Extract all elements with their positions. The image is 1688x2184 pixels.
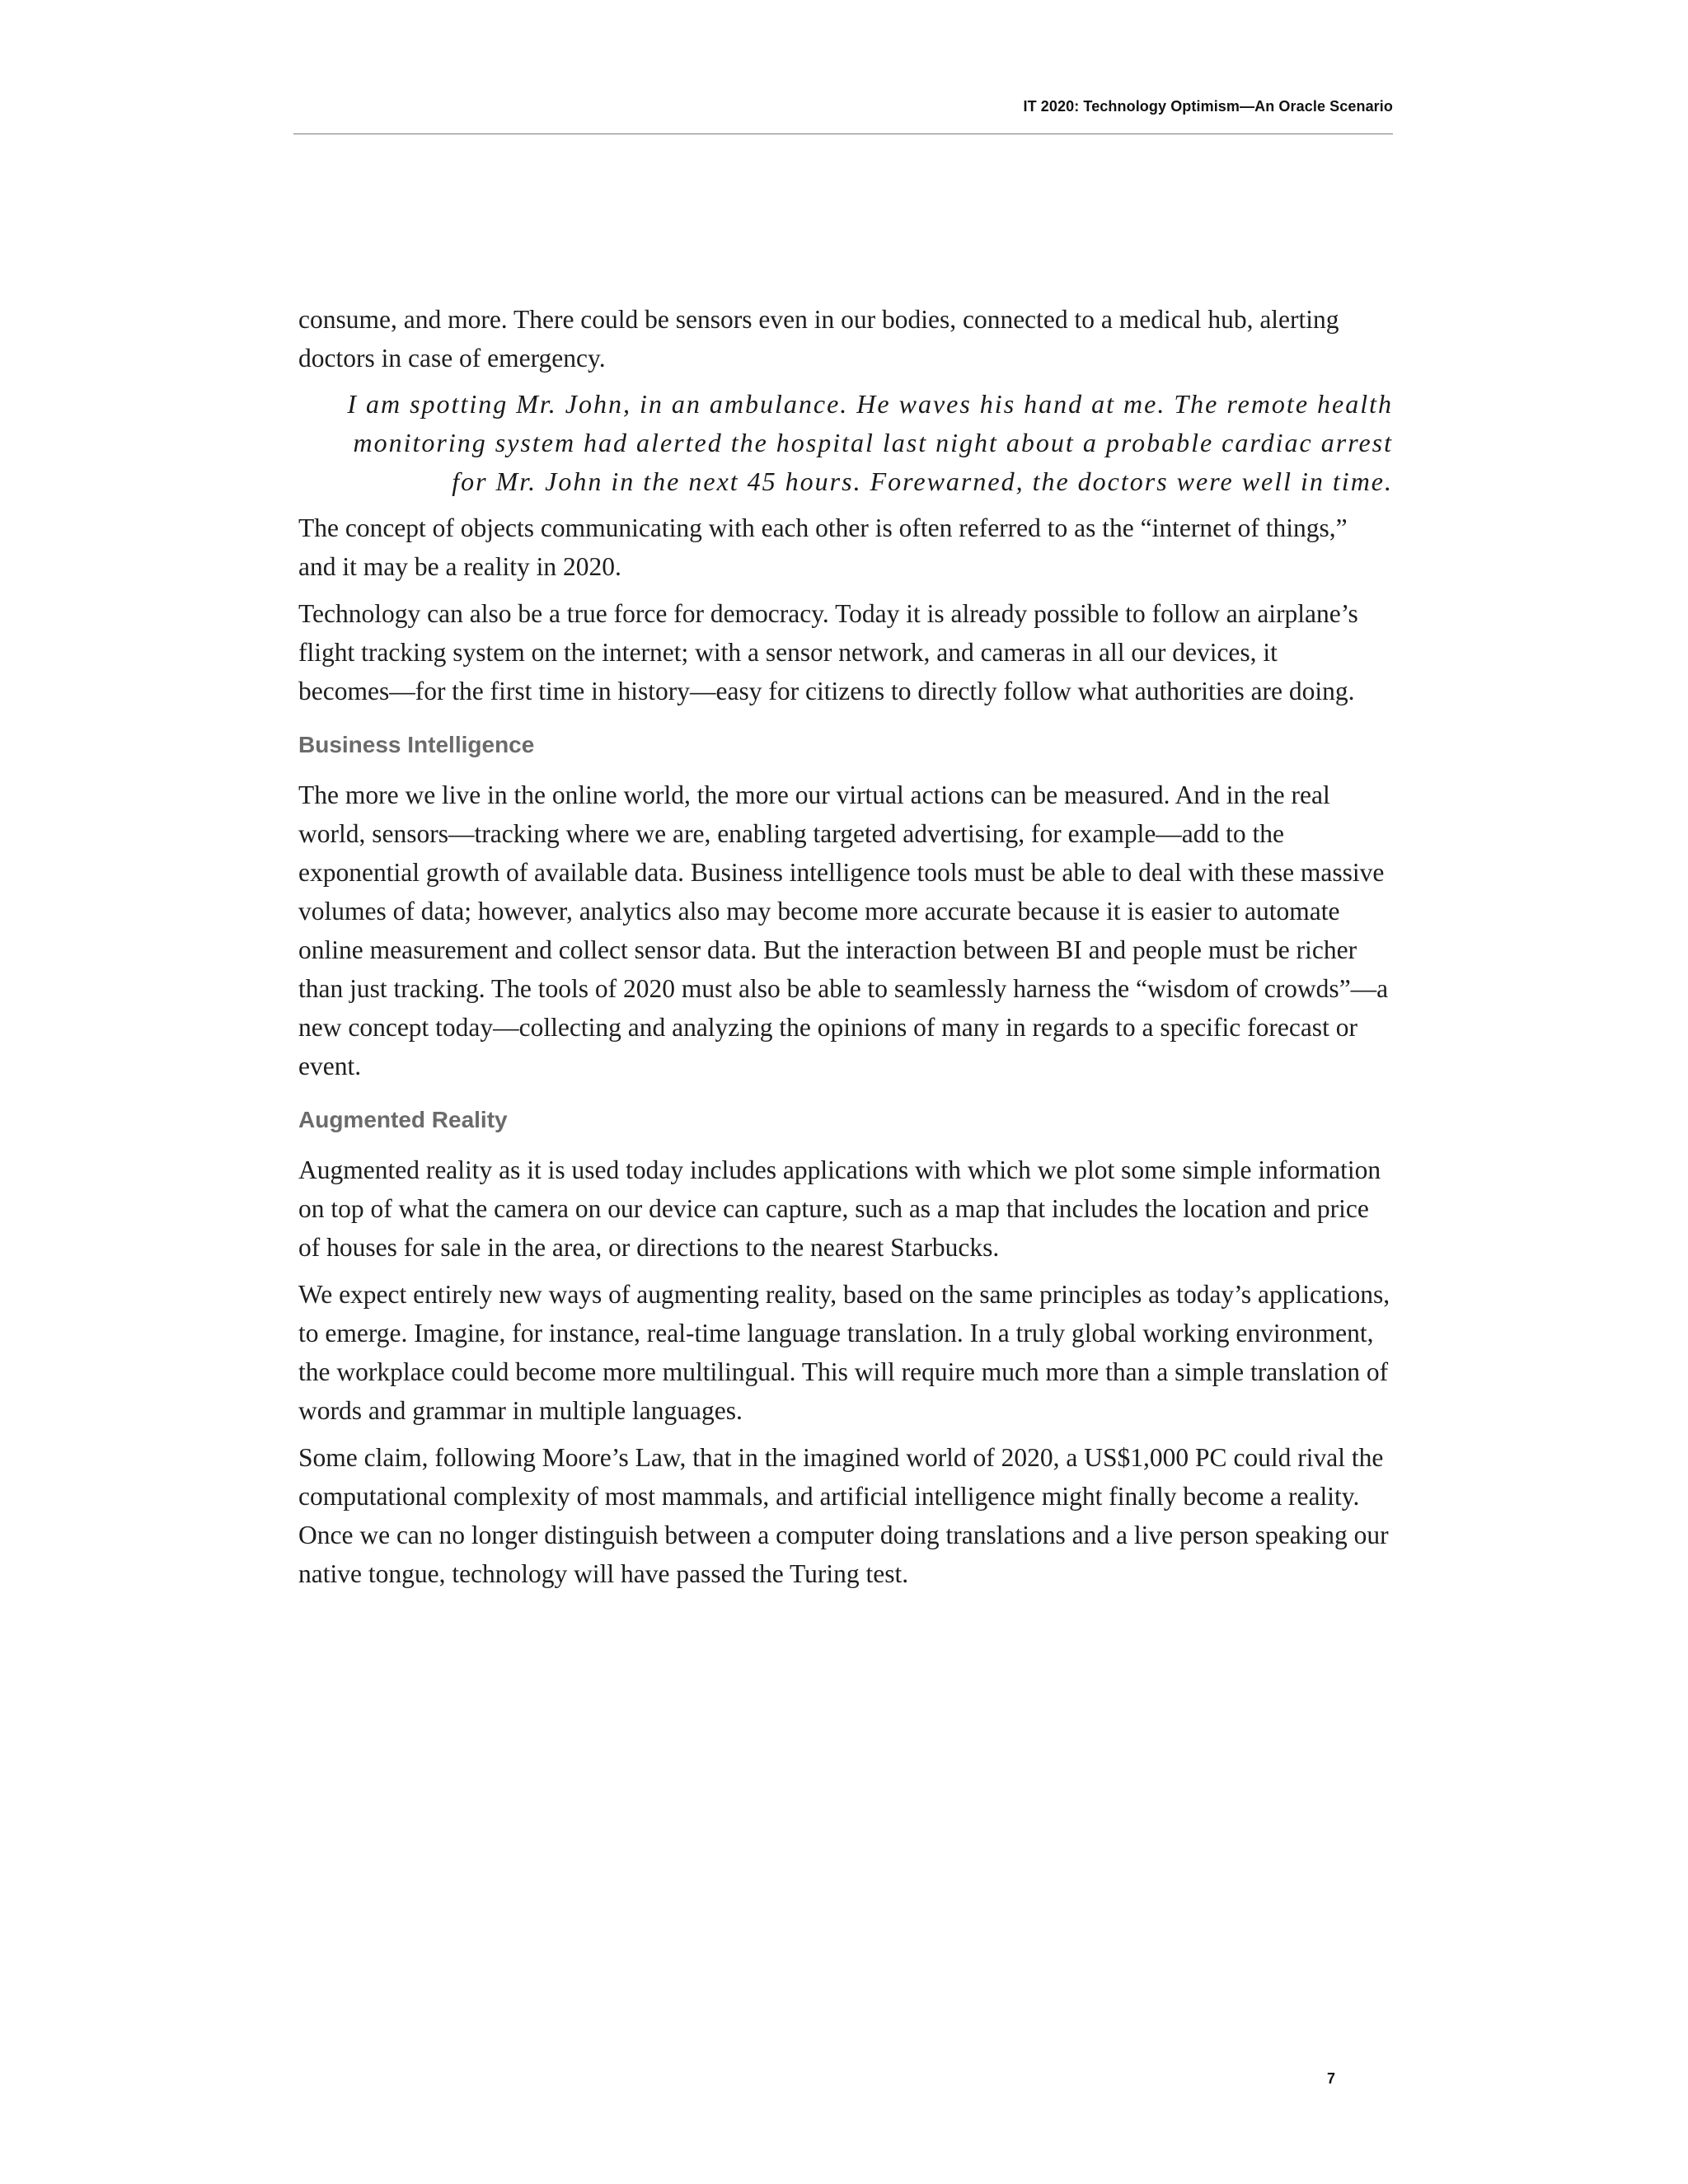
running-header-title: IT 2020: Technology Optimism—An Oracle Scenario <box>1023 98 1393 115</box>
paragraph-business-intelligence: The more we live in the online world, the more our virtual actions can be measured. And in the real world, sensors—tracking where we are, enabling targeted advertising, for example—add to the exponential growth of available data. Business intelligence tools must be able to deal with these massive volumes of data; however, analytics also may become more accurate because it is easier to automate online measurement and collect sensor data. But the interaction between BI and people must be richer than just tracking. The tools of 2020 must also be able to seamlessly harness the “wisdom of crowds”—a new concept today—collecting and analyzing the opinions of many in regards to a specific forecast or event. <box>298 780 1389 1080</box>
paragraph-augmented-reality-today: Augmented reality as it is used today includes applications with which we plot some simple information on top of what the camera on our device can capture, such as a map that includes the location and price of houses for sale in the area, or directions to the nearest Starbucks. <box>298 1155 1381 1262</box>
page-number: 7 <box>1326 2070 1335 2087</box>
scenario-quote: I am spotting Mr. John, in an ambulance. He waves his hand at me. The remote health monitoring system had alerted the hospital last night about a probable cardiac arrest for Mr. John in the next 45 hours. Forewarned, the doctors were well in time. <box>347 389 1393 496</box>
heading-business-intelligence: Business Intelligence <box>298 732 535 757</box>
paragraph-continued: consume, and more. There could be sensors even in our bodies, connected to a medical hub, alerting doctors in case of emergency. <box>298 305 1339 373</box>
paragraph-internet-of-things: The concept of objects communicating with each other is often referred to as the “internet of things,” and it may be a reality in 2020. <box>298 513 1348 581</box>
paragraph-augmented-reality-future: We expect entirely new ways of augmenting reality, based on the same principles as today’s applications, to emerge. Imagine, for instance, real-time language translation. In a truly global working environment, the workplace could become more multilingual. This will require much more than a simple translation of words and grammar in multiple languages. <box>298 1280 1390 1425</box>
body-text <box>298 300 1393 1593</box>
paragraph-democracy: Technology can also be a true force for democracy. Today it is already possible to follow an airplane’s flight tracking system on the internet; with a sensor network, and cameras in all our devices, it becomes—for the first time in history—easy for citizens to directly follow what authorities are doing. <box>298 599 1358 705</box>
paragraph-turing-test: Some claim, following Moore’s Law, that in the imagined world of 2020, a US$1,000 PC could rival the computational complexity of most mammals, and artificial intelligence might finally become a reality. Once we can no longer distinguish between a computer doing translations and a live person speaking our native tongue, technology will have passed the Turing test. <box>298 1443 1389 1588</box>
heading-augmented-reality: Augmented Reality <box>298 1107 508 1132</box>
